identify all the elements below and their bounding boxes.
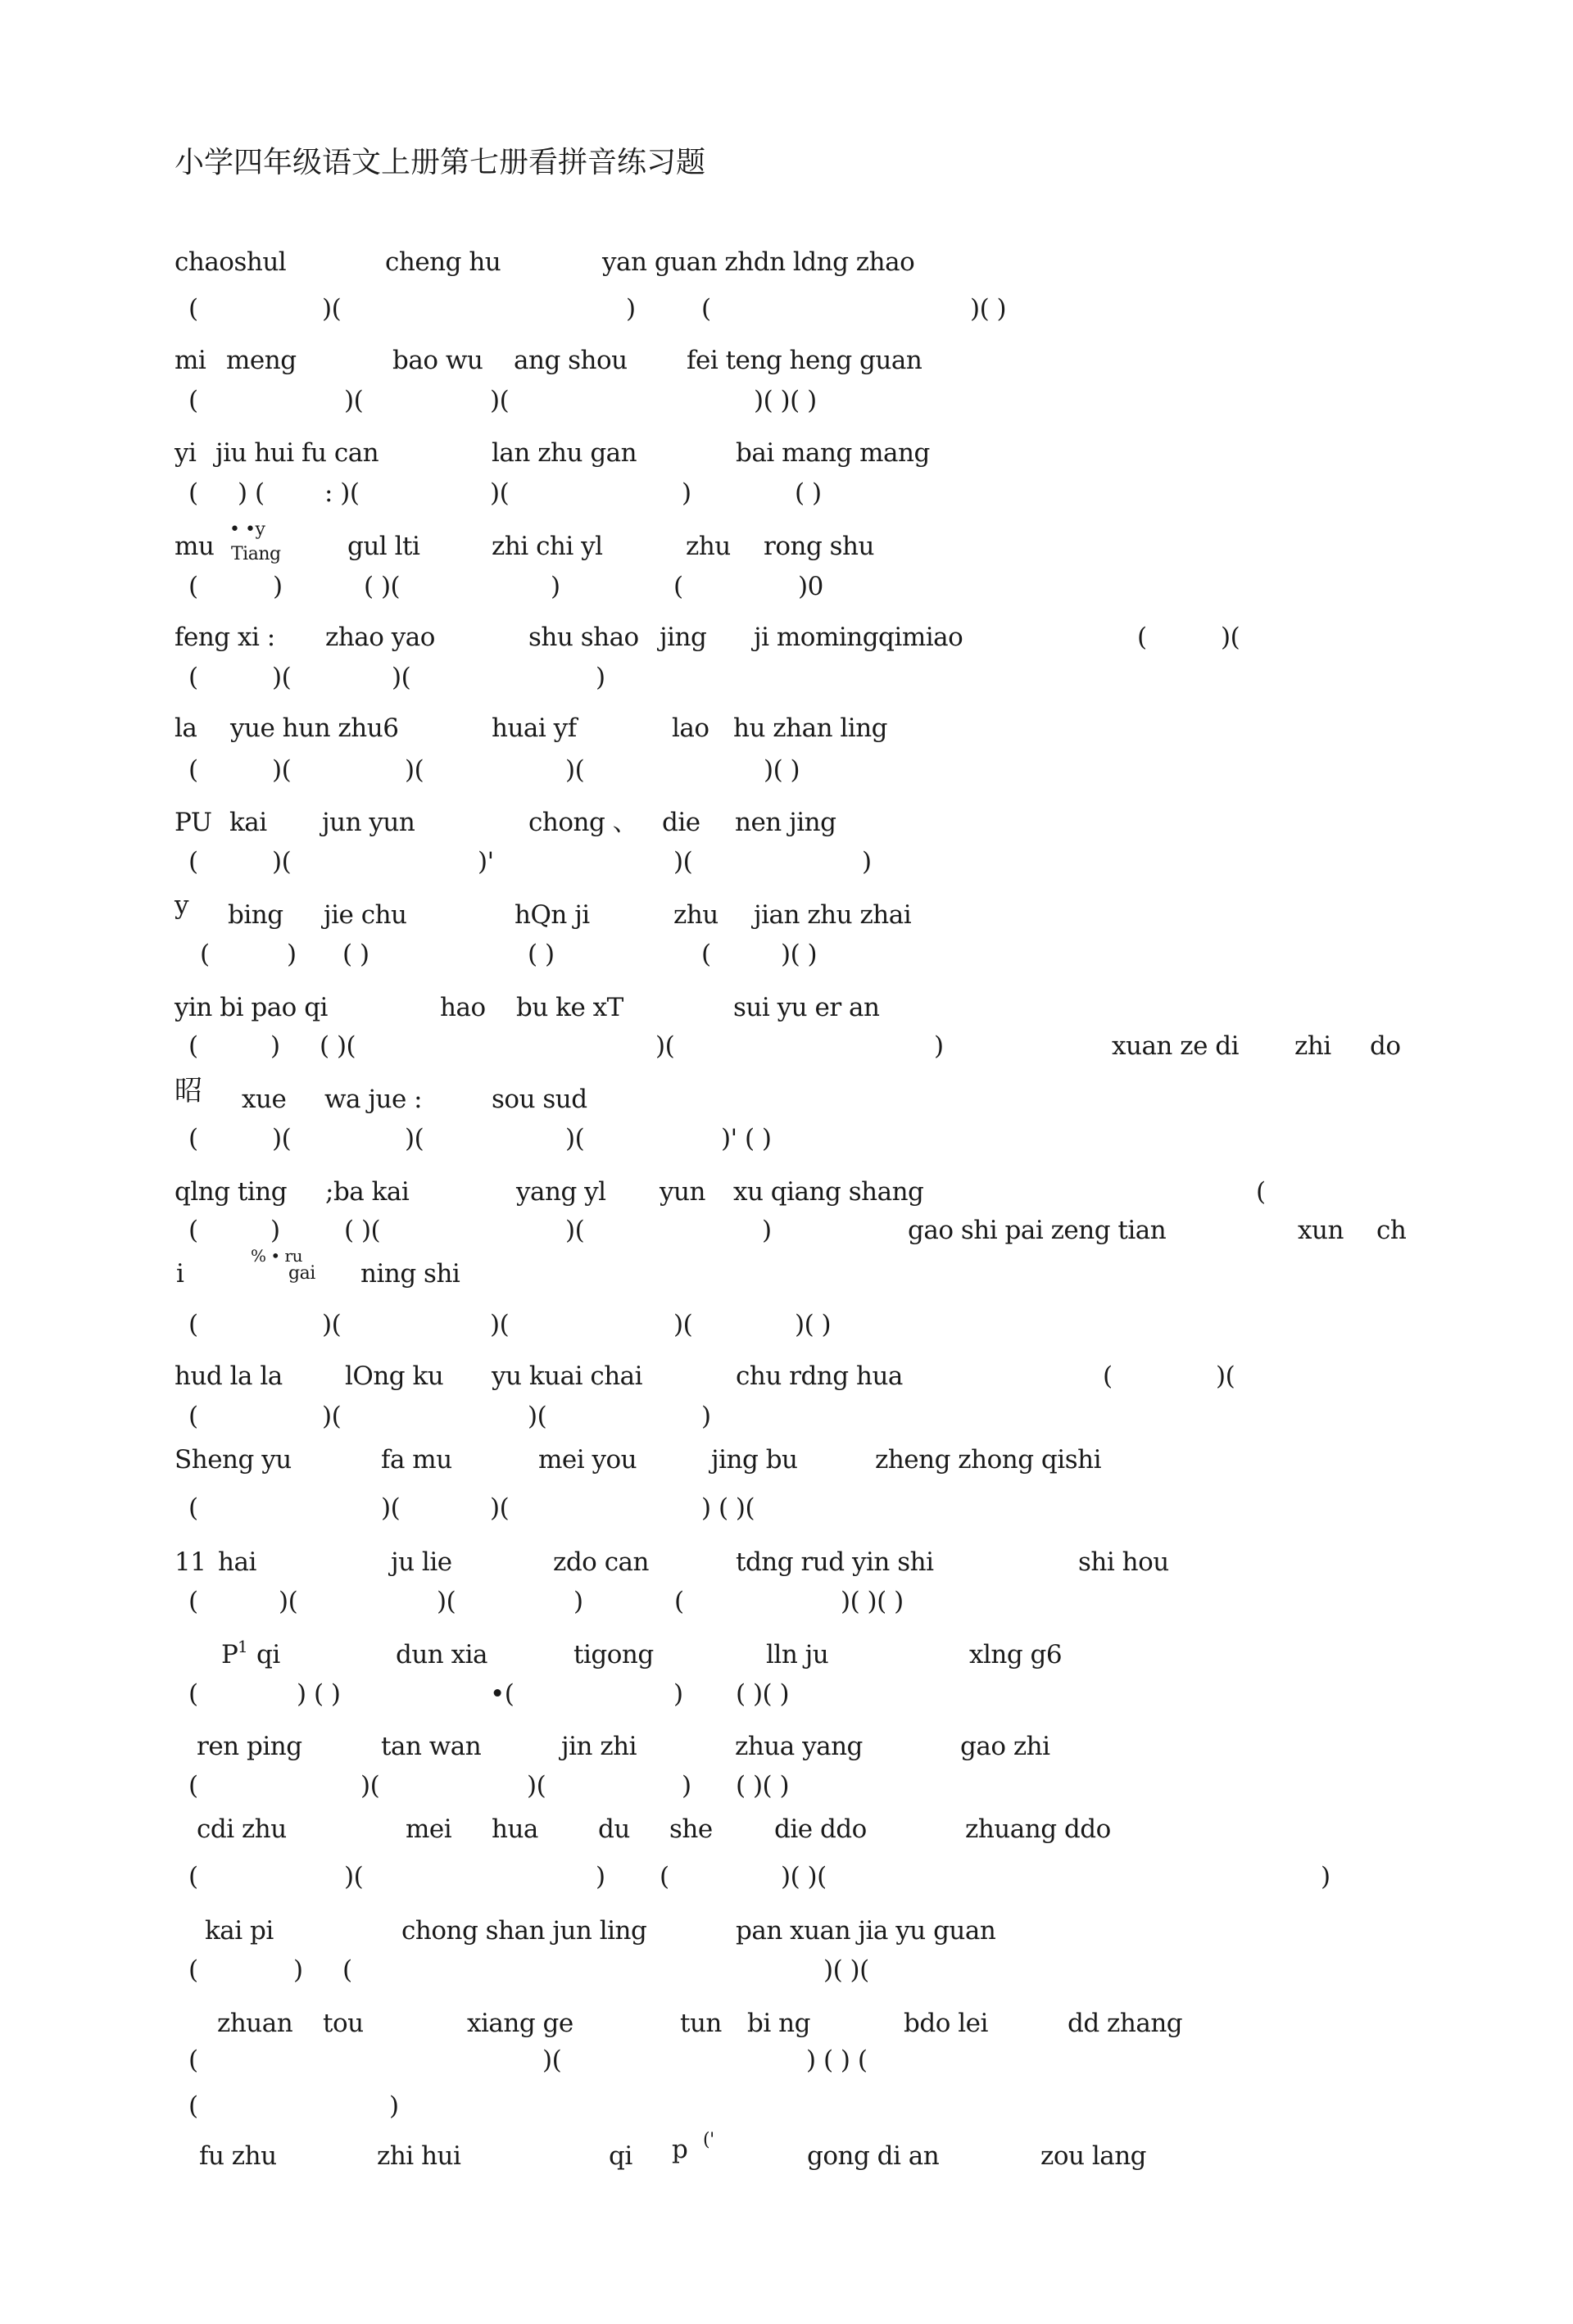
- answer-bracket: (: [188, 1771, 198, 1801]
- answer-bracket: ) ( )(: [701, 1493, 755, 1523]
- pinyin-text: xue: [242, 1085, 287, 1114]
- answer-bracket: )(: [655, 1031, 675, 1061]
- pinyin-text: ji momingqimiao: [754, 623, 963, 652]
- pinyin-text: ang shou: [514, 346, 628, 375]
- answer-bracket: )(: [322, 294, 342, 324]
- answer-bracket: ): [701, 1402, 711, 1431]
- pinyin-text: gao shi pai zeng tian: [908, 1216, 1167, 1245]
- pinyin-text: Tiang: [231, 544, 281, 564]
- answer-bracket: )(: [673, 847, 693, 877]
- answer-bracket: )( ): [764, 755, 800, 785]
- answer-bracket: )(: [279, 1587, 298, 1616]
- pinyin-text: chaoshul: [175, 247, 287, 277]
- answer-bracket: ): [1321, 1862, 1330, 1891]
- pinyin-text: 11: [175, 1547, 206, 1577]
- pinyin-text: die: [662, 808, 700, 837]
- answer-bracket: (: [673, 572, 683, 601]
- pinyin-text: jie chu: [324, 900, 407, 930]
- pinyin-text: nen jing: [735, 808, 836, 837]
- answer-bracket: )(: [542, 2045, 562, 2075]
- pinyin-text: (': [703, 2130, 714, 2150]
- pinyin-text: zhua yang: [735, 1732, 863, 1761]
- pinyin-text: shi hou: [1078, 1547, 1169, 1577]
- answer-bracket: ( ): [528, 940, 555, 969]
- pinyin-text: hu zhan ling: [733, 714, 888, 743]
- pinyin-text: do: [1370, 1031, 1401, 1061]
- pinyin-text: chu rdng hua: [736, 1361, 903, 1391]
- pinyin-text: tan wan: [381, 1732, 482, 1761]
- pinyin-text: tdng rud yin shi: [736, 1547, 934, 1577]
- answer-bracket: ): [596, 663, 605, 692]
- answer-bracket: (: [188, 1679, 198, 1709]
- answer-bracket: (: [188, 1402, 198, 1431]
- answer-bracket: )( ): [781, 940, 818, 969]
- answer-bracket: )(: [272, 847, 292, 877]
- pinyin-text: dd zhang: [1068, 2009, 1183, 2038]
- answer-bracket: ( )( ): [736, 1771, 790, 1801]
- answer-bracket: ): [287, 940, 297, 969]
- answer-bracket: )(: [490, 478, 510, 508]
- answer-bracket: ) (: [238, 478, 265, 508]
- answer-bracket: (: [188, 478, 198, 508]
- pinyin-text: tigong: [573, 1640, 654, 1669]
- answer-bracket: )(: [565, 1216, 585, 1245]
- pinyin-text: qi: [609, 2141, 632, 2171]
- answer-bracket: ): [626, 294, 636, 324]
- pinyin-text: yi: [175, 438, 197, 468]
- answer-bracket: (: [660, 1862, 669, 1891]
- pinyin-text: zou lang: [1040, 2141, 1147, 2171]
- pinyin-text: qlng ting: [175, 1177, 288, 1207]
- answer-bracket: )(: [405, 755, 424, 785]
- answer-bracket: (: [188, 2091, 198, 2121]
- pinyin-text: bing: [228, 900, 283, 930]
- answer-bracket: )(: [1221, 623, 1240, 652]
- pinyin-text: yang yl: [516, 1177, 606, 1207]
- pinyin-text: kai: [229, 808, 267, 837]
- answer-bracket: ( ): [795, 478, 822, 508]
- answer-bracket: (: [188, 386, 198, 415]
- pinyin-text: shu shao: [528, 623, 639, 652]
- answer-bracket: )' ( ): [721, 1124, 772, 1153]
- pinyin-text: y: [175, 890, 189, 920]
- pinyin-text: zhuan: [217, 2009, 293, 2038]
- pinyin-text: fu zhu: [199, 2141, 277, 2171]
- pinyin-text: fei teng heng guan: [687, 346, 922, 375]
- pinyin-text: mi: [175, 346, 206, 375]
- answer-bracket: ): [934, 1031, 944, 1061]
- answer-bracket: )(: [392, 663, 411, 692]
- pinyin-text: ;ba kai: [325, 1177, 410, 1207]
- pinyin-text: tou: [323, 2009, 364, 2038]
- answer-bracket: ): [862, 847, 872, 877]
- pinyin-text: zheng zhong qishi: [875, 1445, 1101, 1475]
- answer-bracket: : )(: [324, 478, 360, 508]
- answer-bracket: )(: [344, 1862, 364, 1891]
- pinyin-text: cdi zhu: [197, 1814, 287, 1844]
- pinyin-text: ren ping: [197, 1732, 302, 1761]
- answer-bracket: ): [573, 1587, 583, 1616]
- pinyin-text: gai: [288, 1263, 315, 1284]
- chinese-character: 昭: [175, 1075, 202, 1108]
- pinyin-text: zhu: [673, 900, 719, 930]
- pinyin-text: xuan ze di: [1112, 1031, 1240, 1061]
- pinyin-text: lao: [672, 714, 709, 743]
- answer-bracket: (: [188, 1587, 198, 1616]
- pinyin-text: gul lti: [347, 532, 420, 561]
- pinyin-text: chong shan jun ling: [401, 1916, 647, 1946]
- pinyin-text: Sheng yu: [175, 1445, 292, 1475]
- pinyin-text: i: [176, 1259, 184, 1289]
- answer-bracket: (: [188, 1493, 198, 1523]
- answer-bracket: )(: [272, 755, 292, 785]
- answer-bracket: )(: [360, 1771, 380, 1801]
- answer-bracket: (: [1256, 1177, 1266, 1207]
- pinyin-text: gao zhi: [960, 1732, 1050, 1761]
- pinyin-text: zdo can: [553, 1547, 650, 1577]
- answer-bracket: )(: [437, 1587, 456, 1616]
- answer-bracket: ( )(: [364, 572, 401, 601]
- answer-bracket: )( ): [970, 294, 1007, 324]
- pinyin-text: pan xuan jia yu guan: [736, 1916, 996, 1946]
- pinyin-text: P: [221, 1640, 238, 1669]
- pinyin-text: lan zhu gan: [492, 438, 637, 468]
- pinyin-text: jing: [660, 623, 707, 652]
- pinyin-text: huai yf: [492, 714, 577, 743]
- pinyin-text: chong 、: [528, 808, 638, 837]
- pinyin-text: jiu hui fu can: [215, 438, 379, 468]
- pinyin-text: yun: [660, 1177, 705, 1207]
- answer-bracket: )( ): [795, 1310, 832, 1339]
- pinyin-text: mei you: [538, 1445, 637, 1475]
- pinyin-text: lOng ku: [345, 1361, 444, 1391]
- answer-bracket: (: [188, 572, 198, 601]
- answer-bracket: )(: [565, 1124, 585, 1153]
- answer-bracket: (: [674, 1587, 684, 1616]
- answer-bracket: (: [188, 755, 198, 785]
- answer-bracket: ): [682, 478, 691, 508]
- pinyin-text: • •y: [229, 519, 265, 540]
- pinyin-text: p: [672, 2135, 688, 2164]
- pinyin-text: fa mu: [381, 1445, 452, 1475]
- pinyin-text: la: [175, 714, 197, 743]
- pinyin-text: xu qiang shang: [733, 1177, 924, 1207]
- pinyin-text: jun yun: [322, 808, 415, 837]
- pinyin-text: ch: [1376, 1216, 1407, 1245]
- pinyin-text: yin bi pao qi: [175, 993, 328, 1022]
- answer-bracket: ): [551, 572, 560, 601]
- answer-bracket: (: [188, 1862, 198, 1891]
- pinyin-text: die ddo: [774, 1814, 867, 1844]
- pinyin-text: sou sud: [492, 1085, 587, 1114]
- answer-bracket: ): [762, 1216, 772, 1245]
- answer-bracket: ): [270, 1031, 280, 1061]
- answer-bracket: )(: [381, 1493, 401, 1523]
- answer-bracket: (: [188, 663, 198, 692]
- answer-bracket: )( )(: [781, 1862, 827, 1891]
- pinyin-text: zhi chi yl: [492, 532, 603, 561]
- pinyin-text: she: [669, 1814, 713, 1844]
- pinyin-text: jian zhu zhai: [754, 900, 912, 930]
- answer-bracket: ( )( ): [736, 1679, 790, 1709]
- answer-bracket: ) ( ) (: [806, 2045, 868, 2075]
- pinyin-text: lln ju: [766, 1640, 829, 1669]
- pinyin-text: hQn ji: [515, 900, 590, 930]
- answer-bracket: ): [389, 2091, 399, 2121]
- answer-bracket: )( )(: [823, 1955, 869, 1985]
- answer-bracket: ( )(: [344, 1216, 381, 1245]
- answer-bracket: ) ( ): [297, 1679, 341, 1709]
- answer-bracket: (: [188, 1124, 198, 1153]
- answer-bracket: (: [188, 847, 198, 877]
- pinyin-text: ning shi: [360, 1259, 460, 1289]
- answer-bracket: )(: [673, 1310, 693, 1339]
- answer-bracket: )(: [1216, 1361, 1235, 1391]
- answer-bracket: (: [701, 940, 711, 969]
- answer-bracket: )(: [405, 1124, 424, 1153]
- pinyin-text: yu kuai chai: [492, 1361, 643, 1391]
- pinyin-text: zhi hui: [377, 2141, 461, 2171]
- pinyin-text: du: [598, 1814, 630, 1844]
- answer-bracket: )(: [322, 1402, 342, 1431]
- pinyin-text: mu: [175, 532, 215, 561]
- answer-bracket: (: [342, 1955, 352, 1985]
- pinyin-text: 1: [238, 1637, 248, 1656]
- pinyin-text: meng: [226, 346, 297, 375]
- page-title: 小学四年级语文上册第七册看拼音练习题: [175, 146, 706, 179]
- pinyin-text: wa jue :: [324, 1085, 423, 1114]
- answer-bracket: (: [188, 1031, 198, 1061]
- pinyin-text: xlng g6: [969, 1640, 1063, 1669]
- pinyin-text: zhuang ddo: [965, 1814, 1111, 1844]
- answer-bracket: )0: [798, 572, 823, 601]
- answer-bracket: (: [701, 294, 711, 324]
- answer-bracket: )(: [565, 755, 585, 785]
- pinyin-text: bu ke xT: [516, 993, 623, 1022]
- answer-bracket: )(: [490, 1493, 510, 1523]
- answer-bracket: )(: [272, 1124, 292, 1153]
- pinyin-text: cheng hu: [385, 247, 501, 277]
- pinyin-text: hua: [492, 1814, 538, 1844]
- answer-bracket: ): [293, 1955, 303, 1985]
- answer-bracket: (: [188, 1216, 198, 1245]
- pinyin-text: bai mang mang: [736, 438, 930, 468]
- answer-bracket: •(: [490, 1679, 515, 1709]
- answer-bracket: )': [478, 847, 494, 877]
- pinyin-text: mei: [406, 1814, 452, 1844]
- pinyin-text: zhao yao: [325, 623, 435, 652]
- pinyin-text: rong shu: [764, 532, 874, 561]
- answer-bracket: (: [1103, 1361, 1113, 1391]
- pinyin-text: xiang ge: [467, 2009, 573, 2038]
- pinyin-text: PU: [175, 808, 212, 837]
- pinyin-text: yue hun zhu6: [230, 714, 399, 743]
- answer-bracket: ): [682, 1771, 691, 1801]
- answer-bracket: )(: [527, 1771, 546, 1801]
- answer-bracket: )(: [490, 1310, 510, 1339]
- pinyin-text: hao: [440, 993, 486, 1022]
- pinyin-text: bao wu: [392, 346, 483, 375]
- answer-bracket: ): [270, 1216, 280, 1245]
- pinyin-text: kai pi: [205, 1916, 274, 1946]
- answer-bracket: )( )( ): [754, 386, 817, 415]
- answer-bracket: )( )( ): [841, 1587, 904, 1616]
- pinyin-text: qi: [256, 1640, 280, 1669]
- answer-bracket: (: [188, 2045, 198, 2075]
- pinyin-text: ju lie: [391, 1547, 452, 1577]
- answer-bracket: (: [200, 940, 210, 969]
- pinyin-text: % • ru: [251, 1246, 302, 1266]
- answer-bracket: ): [273, 572, 283, 601]
- pinyin-text: zhi: [1294, 1031, 1331, 1061]
- pinyin-text: sui yu er an: [733, 993, 880, 1022]
- pinyin-text: hai: [218, 1547, 256, 1577]
- answer-bracket: )(: [528, 1402, 547, 1431]
- answer-bracket: ( )(: [320, 1031, 356, 1061]
- pinyin-text: xun: [1298, 1216, 1344, 1245]
- pinyin-text: feng xi :: [175, 623, 275, 652]
- pinyin-text: bi ng: [747, 2009, 810, 2038]
- pinyin-text: jing bu: [711, 1445, 798, 1475]
- answer-bracket: ( ): [342, 940, 369, 969]
- answer-bracket: (: [188, 1310, 198, 1339]
- answer-bracket: )(: [490, 386, 510, 415]
- pinyin-text: jin zhi: [561, 1732, 637, 1761]
- pinyin-text: yan guan zhdn ldng zhao: [602, 247, 915, 277]
- answer-bracket: (: [1137, 623, 1147, 652]
- pinyin-text: tun: [680, 2009, 722, 2038]
- answer-bracket: (: [188, 294, 198, 324]
- answer-bracket: )(: [344, 386, 364, 415]
- pinyin-text: bdo lei: [904, 2009, 988, 2038]
- pinyin-text: gong di an: [807, 2141, 940, 2171]
- answer-bracket: )(: [322, 1310, 342, 1339]
- answer-bracket: ): [673, 1679, 683, 1709]
- pinyin-text: zhu: [686, 532, 731, 561]
- pinyin-text: hud la la: [175, 1361, 283, 1391]
- answer-bracket: ): [596, 1862, 605, 1891]
- pinyin-text: dun xia: [396, 1640, 488, 1669]
- answer-bracket: )(: [272, 663, 292, 692]
- answer-bracket: (: [188, 1955, 198, 1985]
